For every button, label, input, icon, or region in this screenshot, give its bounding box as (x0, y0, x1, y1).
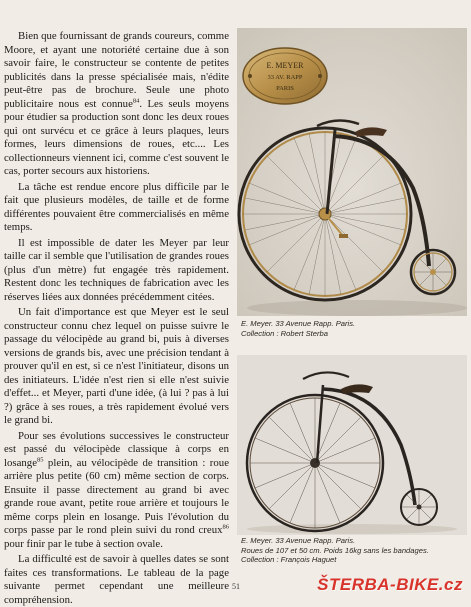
paragraph-5: Pour ses évolutions successives le constructeur est passé du vélocipède classique à corps en losange$^{85}$ plein, au vélocipède de transition : roue arrière plus petite (60 cm) même section de corps. Ensuite il passe directement au grand bi avec grande roue avant, petite roue arrière et toujours le même corps plein en losange. Puis l'évolution du corps passe par le rond plein suivi du rond creux$^{86}$ pour finir par le tube à section ovale. (4, 429, 229, 550)
photo-caption-2 (241, 536, 467, 565)
plaque-line-1: E. MEYER (266, 61, 304, 70)
rear-wheel (411, 250, 455, 294)
paragraph-2: La tâche est rendue encore plus difficile par le fait que plusieurs modèles, de taille et de forme différentes pouvaient être commercialisés en même temps. (4, 180, 229, 233)
watermark-logo: ŠTERBA-BIKE.cz (317, 575, 463, 594)
caption-1-line-1: E. Meyer. 33 Avenue Rapp. Paris. (241, 319, 356, 328)
footnote-ref: 86 (222, 523, 229, 531)
caption-1-line-2: Collection : Robert Sterba (241, 328, 328, 338)
front-wheel (247, 395, 383, 531)
caption-2-line-2: Roues de 107 et 50 cm. Poids 16kg sans les bandages. (241, 545, 429, 555)
brass-plaque (243, 48, 327, 104)
body-text-column (4, 30, 229, 607)
rear-wheel (401, 489, 437, 525)
footnote-ref: 85 (36, 455, 44, 463)
plaque-line-3: PARIS (276, 85, 294, 92)
paragraph-4: Un fait d'importance est que Meyer est le seul constructeur connu chez lequel on puisse suivre le passage du vélocipède au grand bi, puis à diverses versions de grands bis, avec une précision tendant à prouver qu'il en est, si ce n'est l'initiateur, disons un des initiateurs. L'idée n'est rien si elle n'est suivie d'effet... et Meyer, parti d'une idée, (à lui ? pas à lui ?) grâce à ses roues, a très rapidement évolué vers le grand bi. (4, 306, 229, 426)
photo-caption-1 (241, 319, 467, 338)
photo-meyer-bicycle-sterba (237, 28, 467, 316)
caption-2-line-3: Collection : François Haguet (241, 555, 337, 565)
photo-meyer-bicycle-haguet (237, 355, 467, 535)
paragraph-6: La difficulté est de savoir à quelles dates se sont faites ces transformations. Le tableau de la page suivante permet cependant une meilleure compréhension. (4, 553, 229, 606)
caption-2-line-1: E. Meyer. 33 Avenue Rapp. Paris. (241, 536, 356, 545)
page-number: 51 (232, 582, 240, 591)
plaque-line-2: 33 AV. RAPP (267, 74, 303, 81)
paragraph-3: Il est impossible de dater les Meyer par leur taille car il semble que l'utilisation de grandes roues (plus d'un mètre) fut engagée très rapidement. Restent donc les techniques de fabrication avec les réserves liées aux données précédemment citées. (4, 236, 229, 303)
paragraph-1: Bien que fournissant de grands coureurs, comme Moore, et ayant une notoriété certaine due à son savoir faire, le constructeur se contente de petites publicités dans la presse spécialisée mais, n'édite peut-être pas de brochure. Seule une photo publicitaire nous est connue$^{84}$. Les seuls moyens pour étudier sa production sont donc les deux roues qui ont survécu et ce grâce à leurs plaques, leurs formes, leurs dimensions de roues, etc.... Les collectionneurs viennent ici, comme c'est souvent le cas, porter secours aux historiens. (4, 30, 229, 177)
footnote-ref: 84 (132, 96, 140, 104)
